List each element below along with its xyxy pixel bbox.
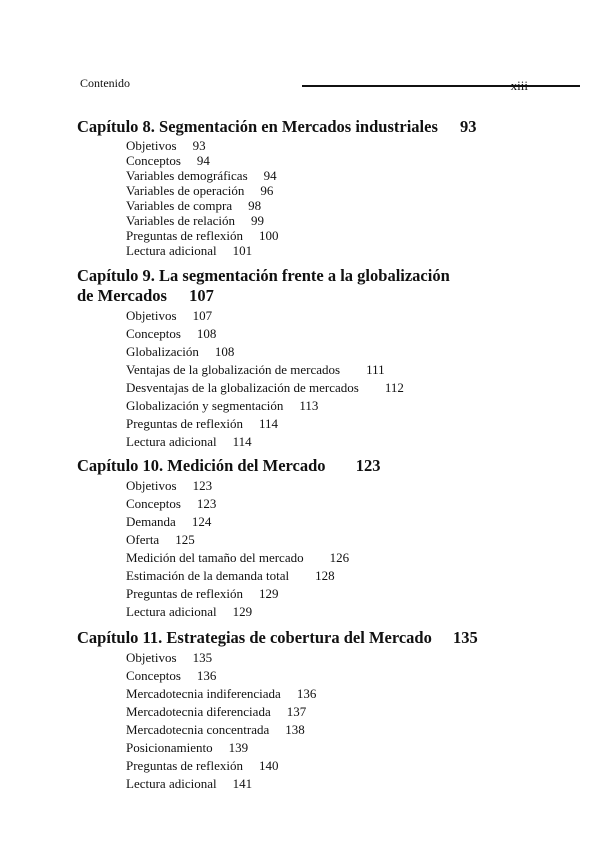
entry-page: 94 (263, 168, 277, 183)
entry-page: 108 (196, 326, 217, 341)
entry-page: 101 (232, 243, 253, 258)
toc-entry (126, 649, 537, 667)
entry-label: Preguntas de reflexión (126, 586, 243, 601)
toc-entry (126, 721, 537, 739)
chapter-title-text: Capítulo 8. Segmentación en Mercados industriales (77, 117, 438, 136)
entry-page: 99 (251, 213, 265, 228)
entry-page: 123 (196, 496, 217, 511)
entry-label: Objetivos (126, 138, 177, 153)
toc-entry (126, 213, 537, 228)
entry-label: Lectura adicional (126, 434, 217, 449)
chapter-8 (77, 117, 537, 258)
chapter-entries (126, 138, 537, 258)
entry-page: 129 (232, 604, 253, 619)
entry-page: 94 (196, 153, 210, 168)
entry-page: 114 (232, 434, 252, 449)
entry-label: Variables de relación (126, 213, 236, 228)
entry-page: 136 (196, 668, 217, 683)
entry-label: Lectura adicional (126, 243, 217, 258)
toc-entry (126, 531, 537, 549)
toc-entry (126, 775, 537, 793)
chapter-entries (126, 649, 537, 793)
chapter-entries (126, 307, 537, 451)
entry-label: Variables de compra (126, 198, 233, 213)
entry-label: Variables demográficas (126, 168, 248, 183)
toc-entry (126, 513, 537, 531)
chapter-11 (77, 628, 537, 793)
entry-label: Posicionamiento (126, 740, 213, 755)
entry-label: Preguntas de reflexión (126, 228, 243, 243)
toc-entry (126, 703, 537, 721)
entry-label: Objetivos (126, 650, 177, 665)
chapter-title-line2: de Mercados (77, 286, 167, 305)
toc-entry (126, 379, 537, 397)
entry-label: Conceptos (126, 496, 181, 511)
entry-label: Estimación de la demanda total (126, 568, 290, 583)
chapter-page: 123 (355, 456, 381, 475)
toc-entry (126, 397, 537, 415)
entry-page: 136 (296, 686, 317, 701)
toc-entry (126, 603, 537, 621)
entry-page: 129 (258, 586, 279, 601)
entry-label: Mercadotecnia indiferenciada (126, 686, 281, 701)
toc-entry (126, 667, 537, 685)
toc-entry (126, 757, 537, 775)
entry-label: Demanda (126, 514, 176, 529)
toc-entry (126, 739, 537, 757)
entry-label: Mercadotecnia concentrada (126, 722, 270, 737)
entry-page: 107 (192, 308, 213, 323)
entry-page: 124 (191, 514, 212, 529)
page-header (80, 76, 528, 92)
chapter-entries (126, 477, 537, 621)
chapter-title-text: Capítulo 11. Estrategias de cobertura del Mercado (77, 628, 432, 647)
entry-label: Conceptos (126, 153, 181, 168)
chapter-title-text: Capítulo 9. La segmentación frente a la globalización (77, 266, 450, 285)
toc-entry (126, 307, 537, 325)
toc-entry (126, 168, 537, 183)
entry-page: 113 (299, 398, 319, 413)
header-rule (302, 85, 580, 87)
entry-page: 111 (366, 362, 385, 377)
toc-entry (126, 198, 537, 213)
toc-entry (126, 153, 537, 168)
entry-label: Conceptos (126, 326, 181, 341)
toc-entry (126, 243, 537, 258)
toc-entry (126, 567, 537, 585)
toc-entry (126, 415, 537, 433)
entry-page: 108 (214, 344, 235, 359)
entry-label: Mercadotecnia diferenciada (126, 704, 271, 719)
entry-label: Oferta (126, 532, 160, 547)
chapter-page: 135 (453, 628, 478, 647)
toc-entry (126, 228, 537, 243)
entry-page: 125 (175, 532, 195, 547)
toc-entry (126, 361, 537, 379)
entry-label: Variables de operación (126, 183, 245, 198)
entry-label: Objetivos (126, 478, 177, 493)
entry-page: 135 (192, 650, 213, 665)
toc-entry (126, 138, 537, 153)
toc-entry (126, 585, 537, 603)
toc-entry (126, 325, 537, 343)
entry-page: 128 (315, 568, 335, 583)
entry-page: 137 (286, 704, 307, 719)
entry-label: Medición del tamaño del mercado (126, 550, 304, 565)
toc-entry (126, 343, 537, 361)
toc-entry (126, 477, 537, 495)
chapter-title (77, 628, 537, 648)
entry-page: 114 (258, 416, 278, 431)
entry-page: 112 (384, 380, 404, 395)
chapter-10 (77, 456, 537, 621)
entry-page: 100 (258, 228, 279, 243)
chapter-title (77, 456, 537, 476)
entry-label: Objetivos (126, 308, 177, 323)
entry-page: 98 (248, 198, 262, 213)
entry-page: 123 (192, 478, 213, 493)
toc-entry (126, 549, 537, 567)
toc-entry (126, 433, 537, 451)
entry-page: 126 (329, 550, 350, 565)
chapter-page: 93 (460, 117, 477, 136)
entry-label: Lectura adicional (126, 776, 217, 791)
page-number: xiii (510, 78, 528, 93)
entry-label: Globalización (126, 344, 199, 359)
chapter-title (77, 117, 537, 137)
entry-page: 141 (232, 776, 253, 791)
entry-label: Lectura adicional (126, 604, 217, 619)
entry-label: Preguntas de reflexión (126, 416, 243, 431)
chapter-title-text: Capítulo 10. Medición del Mercado (77, 456, 326, 475)
toc-entry (126, 183, 537, 198)
chapter-title (77, 266, 537, 306)
entry-page: 93 (192, 138, 206, 153)
entry-page: 138 (285, 722, 305, 737)
entry-label: Preguntas de reflexión (126, 758, 243, 773)
entry-label: Conceptos (126, 668, 181, 683)
entry-label: Desventajas de la globalización de mercados (126, 380, 359, 395)
entry-page: 96 (260, 183, 274, 198)
chapter-9 (77, 266, 537, 451)
entry-label: Globalización y segmentación (126, 398, 284, 413)
running-head: Contenido (80, 76, 130, 90)
chapter-page: 107 (189, 286, 214, 305)
entry-page: 139 (228, 740, 249, 755)
entry-label: Ventajas de la globalización de mercados (126, 362, 341, 377)
toc-entry (126, 685, 537, 703)
toc-entry (126, 495, 537, 513)
entry-page: 140 (258, 758, 279, 773)
